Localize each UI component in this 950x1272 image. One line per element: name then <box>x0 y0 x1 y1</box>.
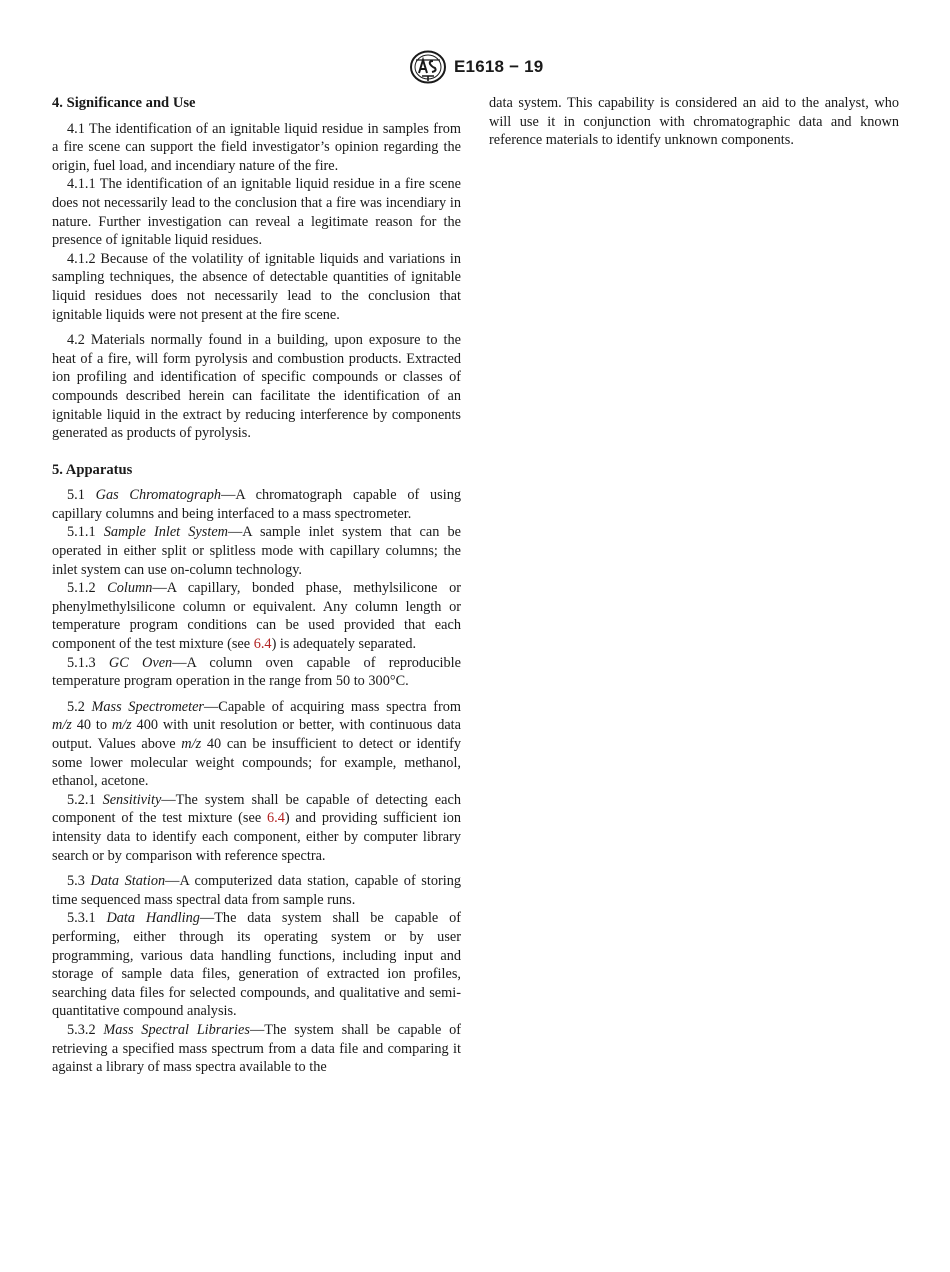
clause-number: 5.3.2 <box>67 1021 96 1038</box>
clause-text: —The system shall be capable of detecting each component of the test mixture (see <box>52 791 461 827</box>
mz-symbol: m/z <box>181 736 202 752</box>
clause-term: Sample Inlet System <box>103 524 228 541</box>
right-column <box>489 94 899 150</box>
clause-text: —A capillary, bonded phase, methylsilicone or phenylmethylsilicone column or equivalent. Any column length or temperature program conditions can be used provided that each component of the test mixture (see <box>52 580 461 653</box>
clause-text: 400 with unit resolution or better, with continuous data output. Values above <box>52 717 461 752</box>
paragraph-5-2-1 <box>52 791 461 865</box>
paragraph-4-1-1: 4.1.1 The identification of an ignitable liquid residue in a fire scene does not necessarily lead to the conclusion that a fire was incendiary in nature. Further investigation can reveal a legitimate reason for the presence of ignitable liquid residues. <box>52 176 461 249</box>
mz-symbol: m/z <box>111 717 132 734</box>
clause-number: 5.2.1 <box>67 791 96 808</box>
clause-text: —The system shall be capable of retrieving a specified mass spectrum from a data file and comparing it against a library of mass spectra available to the <box>52 1021 462 1076</box>
paragraph-5-1-1 <box>52 523 461 579</box>
clause-term: Gas Chromatograph <box>95 487 222 504</box>
mz-symbol: m/z <box>52 717 72 734</box>
clause-number: 5.3.1 <box>67 910 96 927</box>
clause-term: Data Station <box>90 873 166 890</box>
clause-text: —A chromatograph capable of using capillary columns and being interfaced to a mass spectrometer. <box>52 487 462 522</box>
paragraph-5-3-2-continued: data system. This capability is considered an aid to the analyst, who will use it in conjunction with chromatographic data and known reference materials to identify unknown components. <box>489 95 899 149</box>
clause-text: ) and providing sufficient ion intensity data to identify each component, either by computer library search or by comparison with reference spectra. <box>52 810 461 864</box>
paragraph-5-3-2 <box>52 1021 461 1077</box>
clause-term: Mass Spectral Libraries <box>103 1021 250 1038</box>
paragraph-4-1: 4.1 The identification of an ignitable liquid residue in samples from a fire scene can support the field investigator’s opinion regarding the origin, fuel load, and incendiary nature of the fire. <box>52 120 461 174</box>
left-column <box>52 94 461 1077</box>
clause-number: 5.1.1 <box>67 524 96 541</box>
clause-number: 5.1.2 <box>67 580 96 597</box>
section-5-heading: 5. Apparatus <box>52 461 133 478</box>
clause-text: —The data system shall be capable of performing, either through its operating system or by user programming, various data handling functions, including input and storage of sample data files, generation of extracted ion profiles, searching data files for selected compounds, and qualitative and semi-quantitative compound analysis. <box>52 910 462 1020</box>
paragraph-4-2: 4.2 Materials normally found in a building, upon exposure to the heat of a fire, will form pyrolysis and combustion products. Extracted ion profiling and identification of specific compounds or classes of compounds described herein can facilitate the identification of an ignitable liquid in the extract by reducing interference by components generated as products of pyrolysis. <box>52 332 461 442</box>
clause-number: 5.2 <box>67 698 85 715</box>
clause-term: Mass Spectrometer <box>91 698 204 715</box>
clause-text: 40 to <box>71 717 112 734</box>
document-designation: E1618 − 19 <box>454 57 544 76</box>
clause-number: 5.3 <box>67 873 85 890</box>
paragraph-4-1-2: 4.1.2 Because of the volatility of ignitable liquids and variations in sampling techniques, the absence of detectable quantities of ignitable liquid residues does not necessarily lead to the conclusion that ignitable liquids were not present at the fire scene. <box>52 250 461 323</box>
section-4-heading: 4. Significance and Use <box>52 95 196 111</box>
page-header <box>0 50 950 84</box>
section-reference-link[interactable]: 6.4 <box>253 636 272 653</box>
section-reference-link[interactable]: 6.4 <box>266 810 285 827</box>
clause-text: —A computerized data station, capable of storing time sequenced mass spectral data from sample runs. <box>52 873 461 908</box>
clause-number: 5.1 <box>67 487 85 504</box>
clause-text: —A column oven capable of reproducible temperature program operation in the range from 50 to 300°C. <box>52 654 461 690</box>
paragraph-5-3-1 <box>52 909 461 1021</box>
paragraph-5-1-3 <box>52 654 461 691</box>
clause-number: 5.1.3 <box>67 654 96 671</box>
clause-text: 40 can be insufficient to detect or identify some lower molecular weight compounds; for example, methanol, ethanol, acetone. <box>52 736 461 790</box>
astm-logo-icon <box>408 50 448 84</box>
clause-text: —Capable of acquiring mass spectra from <box>204 698 461 715</box>
paragraph-5-1-2 <box>52 579 461 653</box>
clause-term: GC Oven <box>108 654 173 671</box>
clause-term: Data Handling <box>106 910 200 927</box>
clause-term: Sensitivity <box>102 791 162 808</box>
paragraph-5-3 <box>52 872 461 909</box>
paragraph-5-1 <box>52 486 461 523</box>
paragraph-5-2 <box>52 698 461 791</box>
clause-text: ) is adequately separated. <box>271 636 417 653</box>
clause-term: Column <box>107 580 153 597</box>
clause-text: —A sample inlet system that can be operated in either split or splitless mode with capillary columns; the inlet system can use on-column technology. <box>52 524 462 578</box>
